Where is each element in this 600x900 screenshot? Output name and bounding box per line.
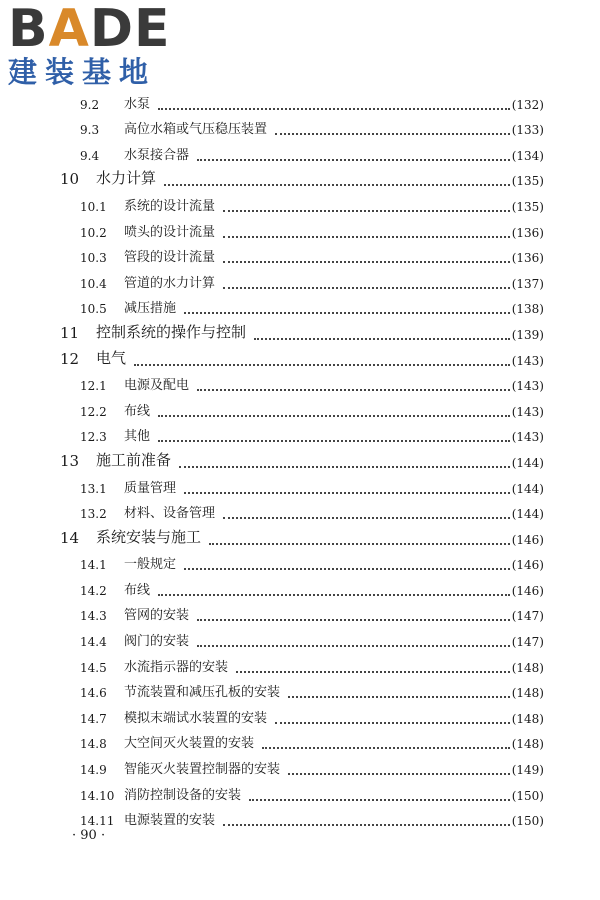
toc-leader-dots — [184, 568, 510, 570]
toc-entry — [0, 728, 600, 754]
toc-leader-dots — [158, 415, 510, 417]
toc-entry-number: 9.2 — [80, 97, 100, 112]
toc-entry-title: 阀门的安装 — [124, 634, 190, 650]
toc-entry-number: 14.7 — [80, 711, 107, 726]
toc-entry-title: 电气 — [96, 348, 127, 367]
toc-entry — [0, 395, 600, 421]
toc-entry — [0, 702, 600, 728]
toc-entry — [0, 318, 600, 344]
toc-leader-dots — [262, 747, 510, 749]
toc-entry-page: (147) — [511, 635, 544, 650]
toc-entry-page: (135) — [511, 199, 544, 214]
toc-entry-page: (133) — [511, 123, 544, 138]
toc-entry-page: (149) — [511, 763, 544, 778]
toc-entry — [0, 523, 600, 549]
toc-entry-page: (148) — [511, 660, 544, 675]
toc-entry — [0, 370, 600, 396]
toc-entry-page: (148) — [511, 711, 544, 726]
toc-leader-dots — [134, 364, 510, 366]
toc-entry-title: 大空间灭火装置的安装 — [124, 736, 255, 752]
toc-entry-page: (143) — [511, 353, 544, 368]
toc-entry-page: (135) — [511, 174, 544, 189]
toc-entry-page: (139) — [511, 327, 544, 342]
toc-entry-page: (143) — [511, 430, 544, 445]
toc-entry-number: 14.11 — [80, 814, 115, 829]
toc-entry — [0, 88, 600, 114]
toc-entry-title: 管道的水力计算 — [124, 275, 216, 291]
toc-entry — [0, 293, 600, 319]
toc-entry — [0, 805, 600, 831]
toc-leader-dots — [184, 312, 510, 314]
toc-entry-number: 10.3 — [80, 251, 107, 266]
toc-entry-number: 11 — [60, 323, 80, 342]
toc-entry-title: 电源及配电 — [124, 378, 190, 394]
toc-leader-dots — [249, 799, 510, 801]
toc-entry — [0, 625, 600, 651]
toc-entry-title: 水泵接合器 — [124, 147, 190, 163]
toc-entry-title: 管网的安装 — [124, 608, 190, 624]
logo-subtitle: 建装基地 — [8, 55, 157, 89]
toc-entry-title: 电源装置的安装 — [124, 813, 216, 829]
toc-entry-page: (148) — [511, 737, 544, 752]
toc-entry — [0, 574, 600, 600]
toc-leader-dots — [288, 696, 510, 698]
toc-entry-number: 13.1 — [80, 481, 107, 496]
toc-entry-number: 9.4 — [80, 148, 100, 163]
toc-entry-number: 12.3 — [80, 430, 107, 445]
toc-entry-number: 14.8 — [80, 737, 107, 752]
toc-leader-dots — [236, 671, 510, 673]
toc-entry-title: 布线 — [124, 403, 151, 419]
toc-entry-title: 系统安装与施工 — [96, 527, 202, 546]
toc-entry — [0, 549, 600, 575]
toc-entry — [0, 779, 600, 805]
toc-entry — [0, 600, 600, 626]
toc-entry-page: (134) — [511, 148, 544, 163]
toc-entry-number: 14.10 — [80, 788, 115, 803]
toc-entry-number: 12.2 — [80, 404, 107, 419]
toc-leader-dots — [223, 824, 510, 826]
toc-entry-title: 消防控制设备的安装 — [124, 787, 242, 803]
toc-leader-dots — [197, 389, 510, 391]
toc-entry-title: 喷头的设计流量 — [124, 224, 216, 240]
toc-entry-number: 14.6 — [80, 686, 107, 701]
toc-entry — [0, 753, 600, 779]
toc-entry — [0, 472, 600, 498]
toc-entry-page: (144) — [511, 507, 544, 522]
toc-entry-number: 12.1 — [80, 379, 107, 394]
toc-entry — [0, 165, 600, 191]
toc-entry-page: (144) — [511, 481, 544, 496]
toc-entry — [0, 242, 600, 268]
toc-leader-dots — [197, 619, 510, 621]
toc-leader-dots — [223, 517, 510, 519]
page-number: · 90 · — [72, 828, 106, 843]
toc-leader-dots — [179, 466, 510, 468]
toc-entry-title: 节流装置和减压孔板的安装 — [124, 685, 281, 701]
toc-entry — [0, 190, 600, 216]
toc-entry-number: 10.5 — [80, 302, 107, 317]
toc-leader-dots — [223, 210, 510, 212]
toc-leader-dots — [184, 492, 510, 494]
toc-entry-number: 10.2 — [80, 225, 107, 240]
toc-entry-page: (147) — [511, 609, 544, 624]
toc-entry-title: 水泵 — [124, 96, 151, 112]
toc-entry-number: 14.3 — [80, 609, 107, 624]
toc-entry-title: 管段的设计流量 — [124, 250, 216, 266]
toc-entry — [0, 446, 600, 472]
toc-entry — [0, 139, 600, 165]
logo-wordmark: BADE — [8, 0, 171, 59]
toc-entry — [0, 114, 600, 140]
toc-entry-number: 14.1 — [80, 558, 107, 573]
toc-entry-number: 13 — [60, 451, 80, 470]
toc-leader-dots — [223, 287, 510, 289]
toc-entry-page: (146) — [511, 532, 544, 547]
toc-leader-dots — [209, 543, 510, 545]
toc-leader-dots — [158, 594, 510, 596]
toc-entry-page: (146) — [511, 583, 544, 598]
toc-entry-title: 水流指示器的安装 — [124, 659, 229, 675]
toc-entry-number: 12 — [60, 349, 80, 368]
brand-logo — [8, 2, 178, 88]
toc-leader-dots — [164, 184, 510, 186]
toc-entry — [0, 677, 600, 703]
toc-leader-dots — [275, 722, 510, 724]
toc-entry-number: 14.5 — [80, 660, 107, 675]
toc-entry-page: (143) — [511, 404, 544, 419]
toc-leader-dots — [158, 440, 510, 442]
toc-entry — [0, 421, 600, 447]
toc-entry-title: 系统的设计流量 — [124, 198, 216, 214]
toc-entry-number: 10.4 — [80, 276, 107, 291]
toc-entry — [0, 498, 600, 524]
toc-entry-number: 14.2 — [80, 583, 107, 598]
toc-entry-title: 一般规定 — [124, 557, 177, 573]
toc-entry-page: (137) — [511, 276, 544, 291]
toc-entry-title: 减压措施 — [124, 301, 177, 317]
toc-entry-number: 14.4 — [80, 635, 107, 650]
toc-entry-page: (150) — [511, 788, 544, 803]
toc-entry-page: (146) — [511, 558, 544, 573]
toc-entry-number: 9.3 — [80, 123, 100, 138]
toc-entry-title: 高位水箱或气压稳压装置 — [124, 122, 268, 138]
toc-leader-dots — [288, 773, 510, 775]
toc-entry — [0, 216, 600, 242]
toc-entry-page: (136) — [511, 251, 544, 266]
toc-leader-dots — [254, 338, 510, 340]
toc-entry-page: (136) — [511, 225, 544, 240]
toc-leader-dots — [197, 159, 510, 161]
toc-entry — [0, 651, 600, 677]
toc-entry-title: 控制系统的操作与控制 — [96, 322, 247, 341]
table-of-contents — [0, 88, 600, 830]
toc-leader-dots — [223, 236, 510, 238]
toc-leader-dots — [275, 133, 510, 135]
toc-entry-number: 14 — [60, 528, 80, 547]
toc-entry-page: (148) — [511, 686, 544, 701]
toc-leader-dots — [158, 108, 510, 110]
toc-entry-number: 14.9 — [80, 763, 107, 778]
toc-entry-number: 10.1 — [80, 199, 107, 214]
toc-entry-title: 质量管理 — [124, 480, 177, 496]
toc-entry-page: (132) — [511, 97, 544, 112]
toc-entry-number: 10 — [60, 170, 80, 189]
toc-leader-dots — [223, 261, 510, 263]
toc-entry-title: 模拟末端试水装置的安装 — [124, 710, 268, 726]
toc-entry — [0, 267, 600, 293]
toc-entry-title: 其他 — [124, 429, 151, 445]
toc-entry-page: (150) — [511, 814, 544, 829]
toc-entry-title: 布线 — [124, 582, 151, 598]
toc-entry — [0, 344, 600, 370]
toc-entry-title: 施工前准备 — [96, 450, 172, 469]
toc-entry-title: 材料、设备管理 — [124, 506, 216, 522]
toc-entry-page: (143) — [511, 379, 544, 394]
toc-entry-number: 13.2 — [80, 507, 107, 522]
toc-entry-page: (144) — [511, 455, 544, 470]
toc-entry-title: 水力计算 — [96, 169, 157, 188]
toc-entry-page: (138) — [511, 302, 544, 317]
toc-entry-title: 智能灭火装置控制器的安装 — [124, 762, 281, 778]
toc-leader-dots — [197, 645, 510, 647]
